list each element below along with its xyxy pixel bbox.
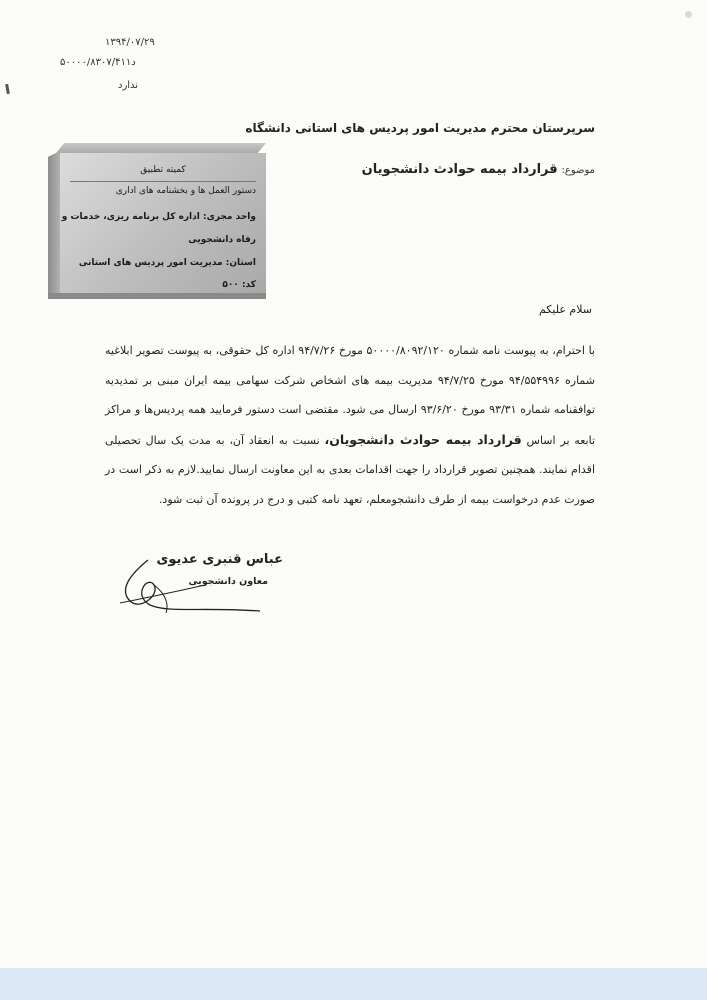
stamp-face [60, 153, 266, 293]
margin-mark [5, 84, 10, 94]
stamp-unit-line1: واحد مجری: اداره کل برنامه ریزی، خدمات و [61, 212, 256, 222]
stamp-left-edge [48, 151, 60, 299]
body-text-1: با احترام، به پیوست نامه شماره ۵۰۰۰۰/۸۰۹۲/۱۲۰ مورخ ۹۴/۷/۲۶ اداره کل حقوقی، به پیوست تصویر ابلاغیه شماره ۹۴/۵۵۴۹۹۶ مورخ ۹۴/۷/۲۵ مدیریت بیمه های اشخاص شرکت سهامی بیمه ایران مبنی بر تمدیدیه توافقنامه شماره ۹۳/۳۱ مورخ ۹۳/۶/۲۰ ارسال می شود. مقتضی است دستور فرمایید همه پردیس‌ها و مراکز تابعه بر اساس [105, 344, 596, 447]
stamp-top-edge [56, 143, 266, 153]
recipient-line: سرپرستان محترم مدیریت امور پردیس های استانی دانشگاه [245, 121, 595, 135]
scan-dot [685, 11, 692, 18]
compliance-stamp [48, 143, 266, 299]
signatory-title: معاون دانشجویی [188, 576, 268, 587]
letter-body [105, 336, 595, 515]
stamp-unit-line2: رفاه دانشجویی [188, 235, 256, 245]
stamp-bottom-edge [48, 293, 266, 299]
stamp-province: استان: مدیریت امور پردیس های استانی [78, 258, 256, 268]
stamp-divider [70, 181, 256, 182]
subject-label: موضوع: [561, 165, 595, 176]
scan-background [0, 968, 707, 1000]
greeting: سلام علیکم [538, 303, 592, 316]
letter-date: ۱۳۹۴/۰۷/۲۹ [105, 37, 155, 48]
stamp-code: کد: ۵۰۰ [222, 280, 256, 290]
letter-attachment: ندارد [118, 80, 139, 91]
subject-value: قرارداد بیمه حوادث دانشجویان [361, 162, 558, 177]
letter-number: ۵۰۰۰۰/۸۳۰۷/۴۱۱د [60, 57, 136, 68]
body-text-2: نسبت به انعقاد آن، به مدت یک سال تحصیلی اقدام نمایند. همچنین تصویر قرارداد را جهت اقدامات بعدی به این معاونت ارسال نمایید.لازم به ذکر است در صورت عدم درخواست بیمه از طرف دانشجومعلم، تعهد نامه کتبی و درج در پرونده آن ثبت شود. [105, 433, 595, 506]
handwritten-signature [110, 555, 270, 625]
body-highlight: قرارداد بیمه حوادث دانشجویان، [324, 431, 522, 447]
stamp-guidelines: دستور العمل ها و بخشنامه های اداری [115, 186, 256, 196]
signatory-name: عباس قنبری عدیوی [156, 552, 283, 567]
subject-line [362, 162, 595, 177]
stamp-committee: کمیته تطبیق [140, 165, 186, 175]
